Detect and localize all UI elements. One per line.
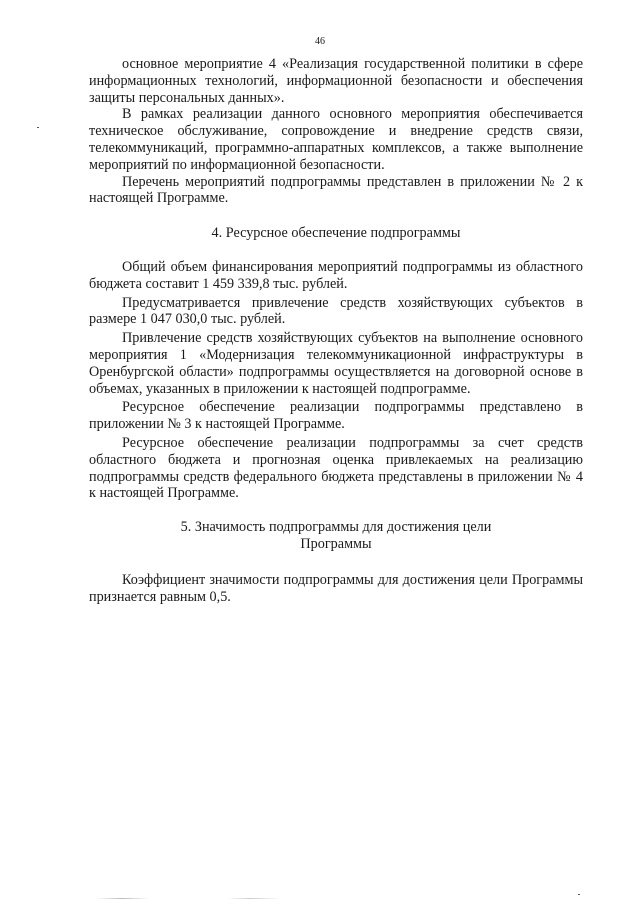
scan-edge-artifact: [96, 898, 536, 899]
page-number: 46: [315, 36, 325, 47]
paragraph: В рамках реализации данного основного мероприятия обеспечивается техническое обслуживание, сопровождение и внедрение средств связи, телекоммуникаций, программно-аппаратных комплексов, а также выполнение мероприятий по информационной безопасности.: [89, 106, 583, 173]
section-heading: [89, 519, 583, 553]
section-heading-line: Программы: [300, 535, 372, 552]
scan-speck: [578, 894, 580, 895]
section-heading: 4. Ресурсное обеспечение подпрограммы: [211, 225, 461, 242]
paragraph: Общий объем финансирования мероприятий подпрограммы из областного бюджета составит 1 459 339,8 тыс. рублей.: [89, 258, 583, 292]
scan-speck: [37, 127, 39, 128]
paragraph: Коэффициент значимости подпрограммы для достижения цели Программы признается равным 0,5.: [89, 571, 583, 605]
paragraph: Ресурсное обеспечение реализации подпрограммы за счет средств областного бюджета и прогнозная оценка привлекаемых на реализацию подпрограммы средств федерального бюджета представлены в приложении № 4 к настоящей Программе.: [89, 434, 583, 502]
paragraph: Перечень мероприятий подпрограммы представлен в приложении № 2 к настоящей Программе.: [89, 173, 583, 207]
paragraph: Ресурсное обеспечение реализации подпрограммы представлено в приложении № 3 к настоящей Программе.: [89, 399, 583, 433]
paragraph: основное мероприятие 4 «Реализация государственной политики в сфере информационных технологий, информационной безопасности и обеспечения защиты персональных данных».: [89, 56, 583, 106]
section-heading-line: 5. Значимость подпрограммы для достижения цели: [180, 519, 492, 536]
paragraph: Привлечение средств хозяйствующих субъектов на выполнение основного мероприятия 1 «Модернизация телекоммуникационной инфраструктуры в Оренбургской области» подпрограммы осуществляется на договорной основе в объемах, указанных в приложении к настоящей подпрограмме.: [89, 330, 583, 397]
document-body: [89, 56, 583, 605]
paragraph: Предусматривается привлечение средств хозяйствующих субъектов в размере 1 047 030,0 тыс. рублей.: [89, 294, 583, 328]
